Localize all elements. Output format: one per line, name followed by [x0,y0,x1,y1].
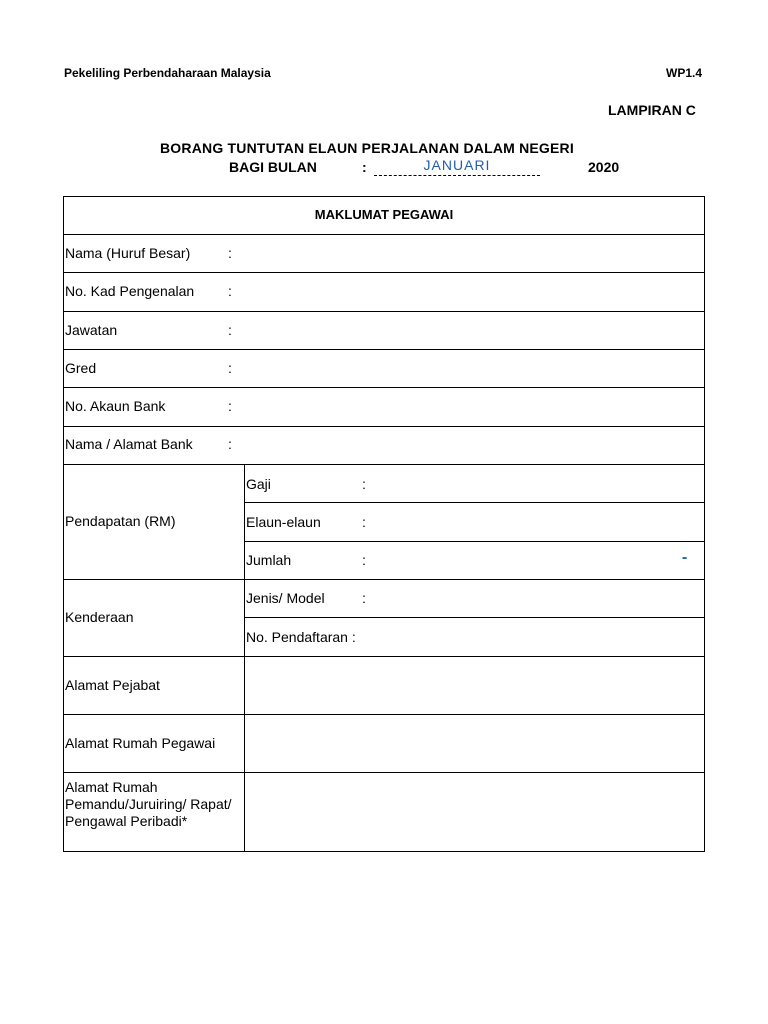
grade-label: Gred [65,360,97,376]
row-divider [64,234,704,235]
vehicle-model-label: Jenis/ Model [246,590,325,606]
appendix-label: LAMPIRAN C [608,102,696,118]
position-label: Jawatan [65,322,118,338]
ic-number-colon: : [228,283,232,299]
bank-name-address-colon: : [228,436,232,452]
row-divider [64,656,704,657]
month-value-field[interactable]: JANUARI [423,157,491,173]
subrow-divider [244,502,705,503]
position-colon: : [228,322,232,338]
home-address-label: Alamat Rumah Pegawai [65,735,216,751]
allowances-label: Elaun-elaun [246,514,321,530]
vehicle-model-colon: : [362,590,366,606]
row-divider [64,772,704,773]
vehicle-label: Kenderaan [65,609,134,625]
row-divider [64,464,704,465]
name-colon: : [228,245,232,261]
row-divider [64,272,704,273]
form-title: BORANG TUNTUTAN ELAUN PERJALANAN DALAM NEGERI [160,140,574,156]
document-code: WP1.4 [666,66,703,80]
row-divider [64,311,704,312]
grade-colon: : [228,360,232,376]
allowances-colon: : [362,514,366,530]
office-address-label: Alamat Pejabat [65,677,160,693]
ic-number-label: No. Kad Pengenalan [65,283,195,299]
month-colon: : [362,159,367,175]
bank-name-address-label: Nama / Alamat Bank [65,436,193,452]
row-divider [64,579,704,580]
registration-number-label: No. Pendaftaran : [246,629,356,645]
name-label: Nama (Huruf Besar) [65,245,191,261]
total-colon: : [362,552,366,568]
total-label: Jumlah [246,552,292,568]
month-label: BAGI BULAN [229,159,317,175]
income-label: Pendapatan (RM) [65,513,176,529]
salary-label: Gaji [246,476,271,492]
salary-colon: : [362,476,366,492]
total-value: - [682,549,688,566]
year-value: 2020 [588,159,620,175]
bank-account-colon: : [228,398,232,414]
row-divider [64,426,704,427]
row-divider [64,349,704,350]
officer-info-table [63,196,705,852]
row-divider [64,387,704,388]
subrow-divider [244,617,705,618]
section-title: MAKLUMAT PEGAWAI [314,207,454,222]
column-divider [244,464,245,852]
publication-name: Pekeliling Perbendaharaan Malaysia [64,66,271,80]
driver-address-label: Alamat Rumah Pemandu/Juruiring/ Rapat/ Pengawal Peribadi* [65,779,232,829]
subrow-divider [244,541,705,542]
month-underline [374,175,540,176]
bank-account-label: No. Akaun Bank [65,398,166,414]
row-divider [64,714,704,715]
